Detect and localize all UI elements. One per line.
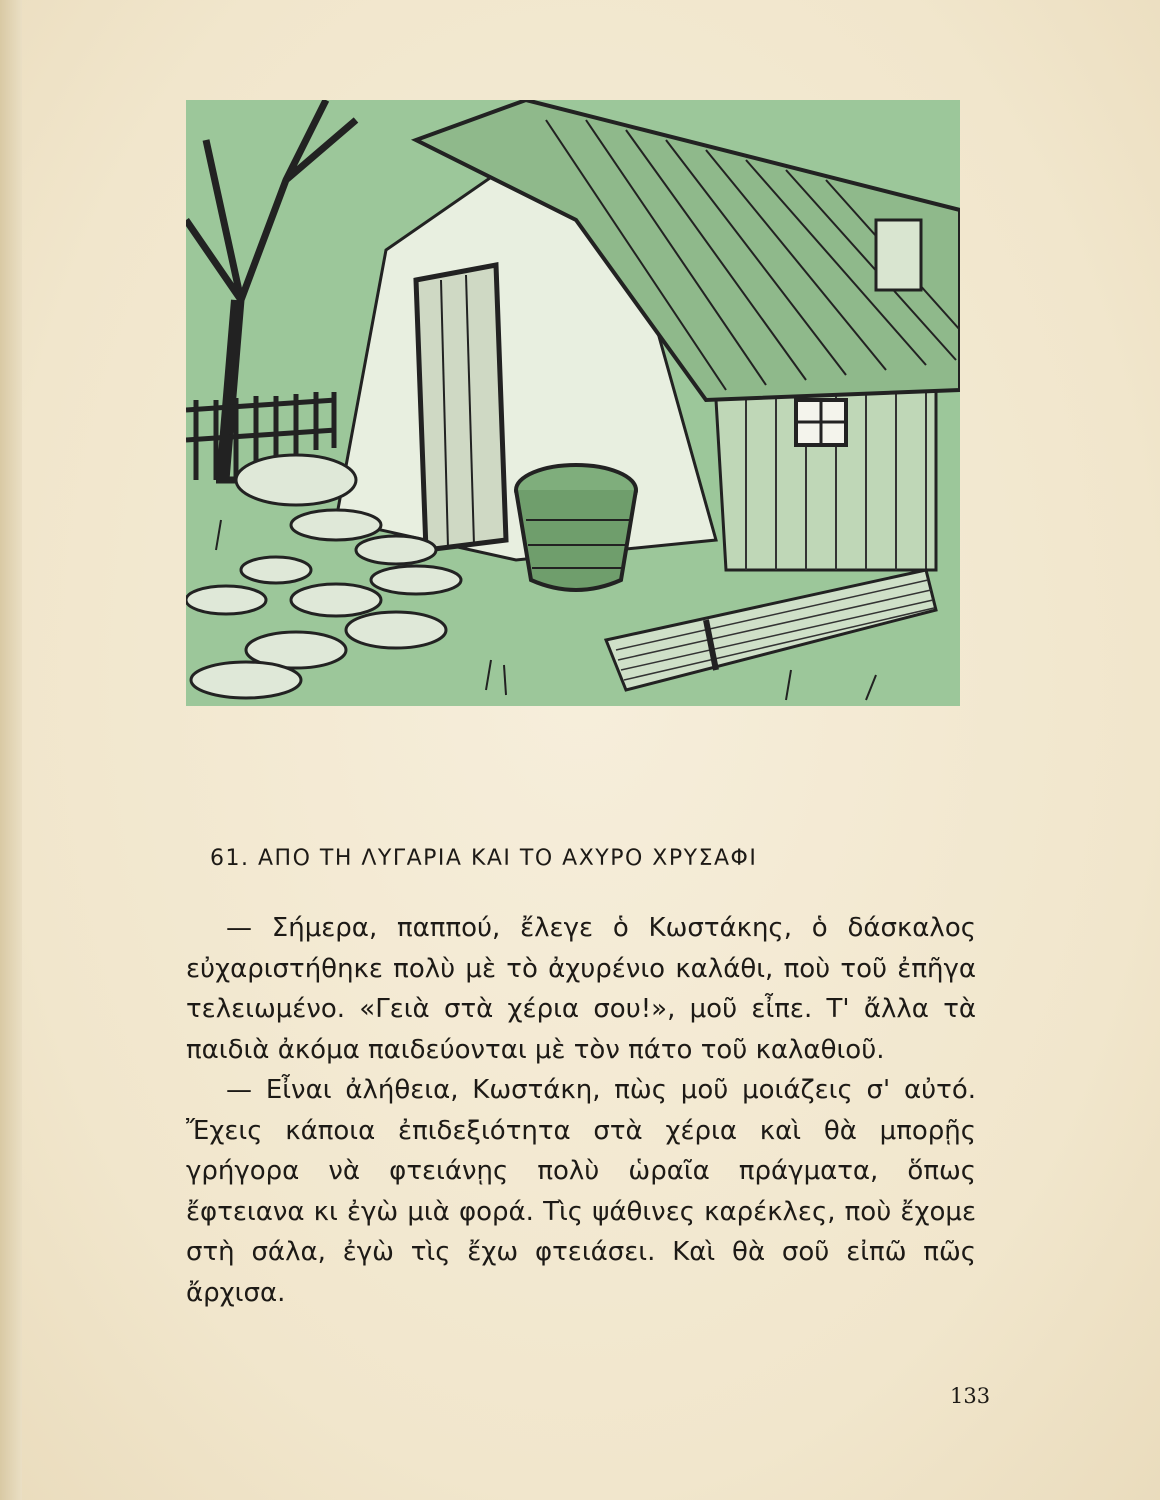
paragraph: — Σήμερα, παππού, ἔλεγε ὁ Κωστάκης, ὁ δάσκαλος εὐχαριστήθηκε πολὺ μὲ τὸ ἀχυρένιο καλάθι, ποὺ τοῦ ἐπῆγα τελειωμένο. «Γειὰ στὰ χέρια σου!», μοῦ εἶπε. Τ' ἄλλα τὰ παιδιὰ ἀκόμα παιδεύονται μὲ τὸν πάτο τοῦ καλαθιοῦ. [186, 913, 976, 1065]
paragraph: — Εἶναι ἀλήθεια, Κωστάκη, πὼς μοῦ μοιάζεις σ' αὐτό. Ἔχεις κάποια ἐπιδεξιότητα στὰ χέρια καὶ θὰ μπορῇς γρήγορα νὰ φτειάνῃς πολὺ ὡραῖα πράγματα, ὅπως ἔφτειανα κι ἐγὼ μιὰ φορά. Τὶς ψάθινες καρέκλες, ποὺ ἔχομε στὴ σάλα, ἐγὼ τὶς ἔχω φτειάσει. Καὶ θὰ σοῦ εἰπῶ πῶς ἄρχισα. [186, 1075, 976, 1308]
book-spine-shadow [0, 0, 22, 1500]
story-text [186, 908, 976, 1313]
page-number: 133 [950, 1384, 991, 1408]
chapter-title: 61. ΑΠΟ ΤΗ ΛΥΓΑΡΙΑ ΚΑΙ ΤΟ ΑΧΥΡΟ ΧΡΥΣΑΦΙ [210, 846, 758, 871]
cottage-illustration [186, 100, 960, 706]
